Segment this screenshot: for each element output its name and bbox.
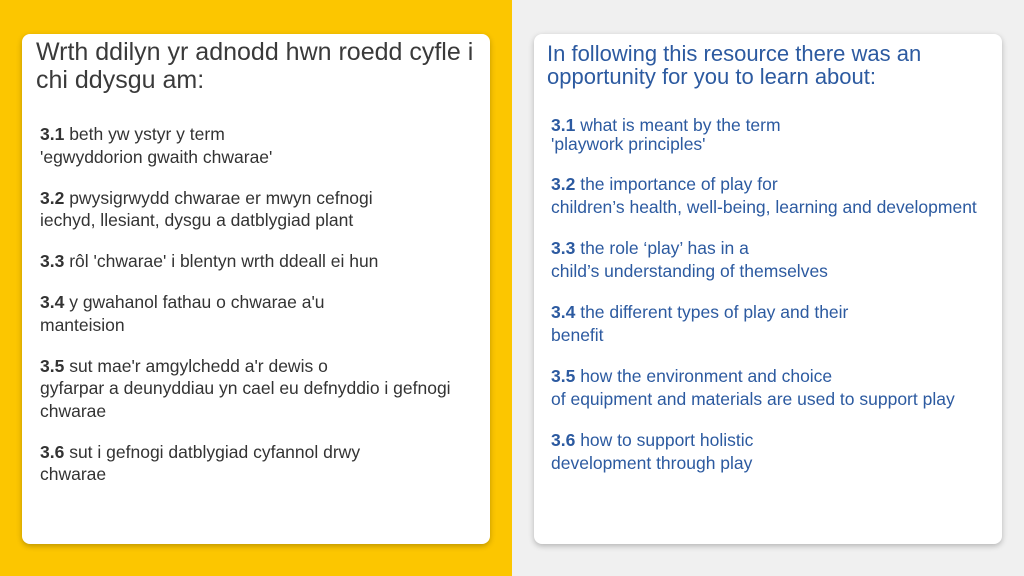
outcome-text: pwysigrwydd chwarae er mwyn cefnogi (69, 187, 373, 208)
outcome-text: the importance of play for (580, 174, 778, 194)
outcome-text: what is meant by the term (580, 115, 781, 135)
outcome-number: 3.4 (551, 302, 576, 322)
outcome-text-continued: manteision (40, 314, 125, 335)
outcome-number: 3.1 (40, 124, 65, 144)
english-card (534, 34, 1002, 544)
english-outcome-item (551, 301, 991, 346)
welsh-card (22, 34, 490, 544)
english-heading: In following this resource there was an opportunity for you to learn about: (547, 41, 922, 89)
welsh-outcome-item (40, 250, 480, 273)
outcome-number: 3.3 (40, 251, 65, 271)
outcome-text-continued: iechyd, llesiant, dysgu a datblygiad plant (40, 210, 354, 230)
outcome-text: the different types of play and their (580, 302, 849, 322)
welsh-outcome-item (40, 123, 480, 168)
outcome-text-continued: chwarae (40, 464, 107, 484)
outcome-text-continued: gyfarpar a deunyddiau yn cael eu defnyddio i gefnogi chwarae (40, 378, 451, 421)
outcome-text-continued: 'playwork principles' (551, 134, 706, 154)
outcome-text-continued: 'egwyddorion gwaith chwarae' (40, 146, 273, 167)
outcome-number: 3.3 (551, 238, 576, 258)
outcome-text: how to support holistic (580, 430, 754, 450)
english-outcome-item (551, 173, 991, 218)
outcome-text: sut mae'r amgylchedd a'r dewis o (69, 355, 328, 376)
outcome-text: y gwahanol fathau o chwarae a'u (69, 292, 325, 312)
welsh-outcome-item (40, 187, 480, 232)
outcome-text-continued: children’s health, well-being, learning and development (551, 196, 977, 217)
welsh-outcome-item (40, 441, 480, 486)
outcome-text-continued: development through play (551, 452, 753, 473)
english-outcome-item (551, 116, 991, 154)
outcome-text-continued: of equipment and materials are used to support play (551, 388, 955, 409)
welsh-outcome-item (40, 355, 480, 423)
outcome-text-continued: child’s understanding of themselves (551, 260, 828, 281)
outcome-text: how the environment and choice (580, 366, 833, 386)
outcome-number: 3.2 (40, 187, 65, 208)
welsh-outcome-item (40, 291, 480, 336)
outcome-number: 3.6 (40, 441, 65, 462)
english-outcome-item (551, 365, 991, 410)
english-outcome-list (551, 116, 991, 493)
english-outcome-item (551, 429, 991, 474)
english-outcome-item (551, 237, 991, 282)
outcome-text: the role ‘play’ has in a (580, 238, 749, 258)
outcome-text-continued: benefit (551, 324, 604, 345)
outcome-number: 3.6 (551, 430, 576, 450)
outcome-text: beth yw ystyr y term (69, 124, 225, 144)
outcome-number: 3.5 (40, 355, 65, 376)
outcome-text: rôl 'chwarae' i blentyn wrth ddeall ei hun (69, 251, 379, 271)
outcome-number: 3.1 (551, 115, 576, 135)
welsh-outcome-list (40, 123, 480, 504)
welsh-heading: Wrth ddilyn yr adnodd hwn roedd cyfle i chi ddysgu am: (36, 38, 474, 94)
outcome-number: 3.4 (40, 292, 65, 312)
outcome-number: 3.5 (551, 366, 576, 386)
outcome-text: sut i gefnogi datblygiad cyfannol drwy (69, 441, 361, 462)
outcome-number: 3.2 (551, 174, 576, 194)
